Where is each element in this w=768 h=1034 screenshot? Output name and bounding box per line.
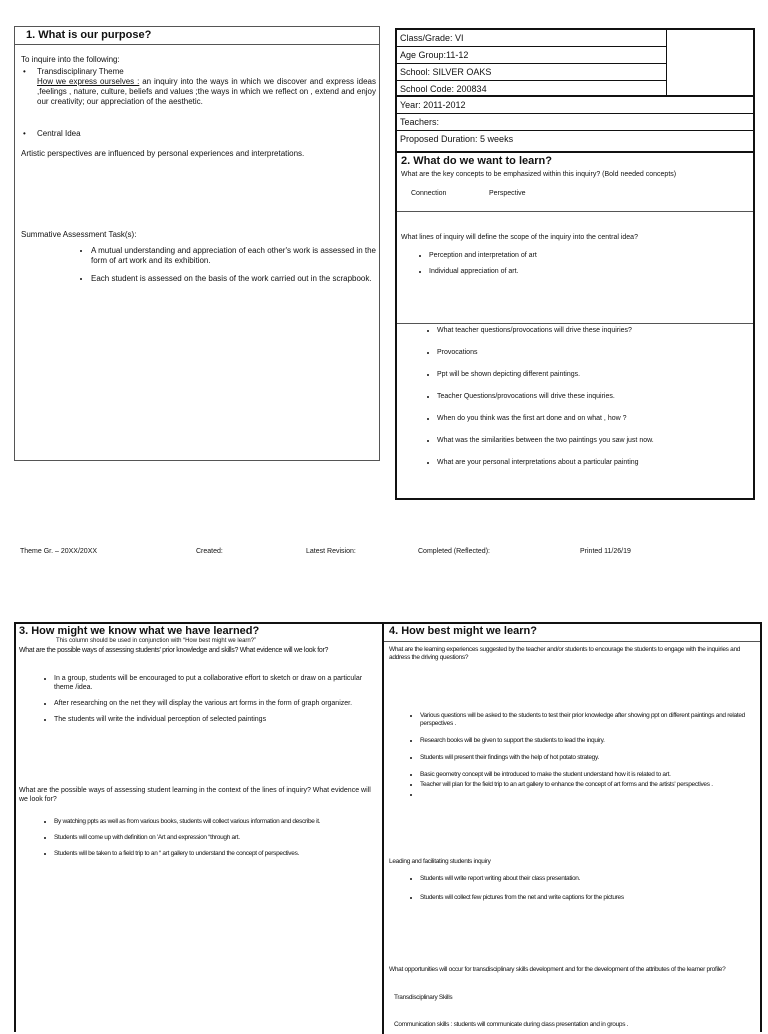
experience-item: • Students will present their findings with the help of hot potato strategy. [420,754,750,762]
central-idea-label: Central Idea [37,129,81,138]
line-item: • Perception and interpretation of art [429,251,743,260]
central-idea-text: Artistic perspectives are influenced by personal experiences and interpretations. [21,149,305,158]
provocation-item: • When do you think was the first art done and on what , how ? [437,414,746,423]
duration-field: Proposed Duration: 5 weeks [400,134,514,144]
age-group-field: Age Group:11-12 [397,47,666,64]
year-field: Year: 2011-2012 [397,97,753,114]
provocation-item: • Ppt will be shown depicting different paintings. [437,370,746,379]
purpose-intro: To inquire into the following: [21,55,120,64]
lines-question: What lines of inquiry will define the scope of the inquiry into the central idea? [401,234,638,241]
theme-text [37,77,376,107]
experience-item [420,791,750,799]
page-two-table [14,622,762,1032]
footer-created: Created: [196,548,223,555]
provocation-item: • What was the similarities between the two paintings you saw just now. [437,436,746,445]
communication-skills: Communication skills : students will communicate during class presentation and in groups . [394,1021,629,1028]
learning-item: • By watching ppts as well as from various books, students will collect various information and describe it. [54,818,374,826]
theme-description: an inquiry into the ways in which we discover and express ideas ,feelings , nature, culture, beliefs and values ;the ways in which we reflect on , extend and enjoy our creativity; our appreciation of the aesthetic. [37,77,377,106]
learning-assessment-list [38,818,374,866]
provocation-item: • What teacher questions/provocations will drive these inquiries? [437,326,746,335]
summative-item: • A mutual understanding and appreciation of each other's work is assessed in the form of art work and its exhibition. [91,246,376,266]
footer-printed: Printed 11/26/19 [580,548,631,555]
summative-item: • Each student is assessed on the basis of the work carried out in the scrapbook. [91,274,376,284]
skills-question: What opportunities will occur for transdisciplinary skills development and for the development of the attributes of the learner profile? [389,966,726,973]
key-concepts-question: What are the key concepts to be emphasized within this inquiry? (Bold needed concepts) [401,171,677,178]
assessment-note: This column should be used in conjunction with “How best might we learn?” [56,638,257,644]
learn-title: 2. What do we want to learn? [401,155,552,167]
learning-assessment-question: What are the possible ways of assessing student learning in the context of the lines of inquiry? What evidence will we look for? [19,787,371,803]
assessment-title: 3. How might we know what we have learned? [19,625,260,637]
provocation-item: • What are your personal interpretations about a particular painting [437,458,746,467]
year-info [397,95,753,151]
provocations-list [421,326,746,475]
prior-knowledge-list [38,674,374,732]
prior-item: • The students will write the individual perception of selected paintings [54,715,374,724]
page-footer [0,548,768,560]
prior-knowledge-question: What are the possible ways of assessing students' prior knowledge and skills? What evidence will we look for? [19,647,329,654]
experience-item: • Basic geometry concept will be introduced to make the student understand how it is related to art. [420,771,750,779]
provocation-item: • Teacher Questions/provocations will drive these inquiries. [437,392,746,401]
experience-item: • Teacher will plan for the field trip to an art gallery to enhance the concept of art forms and the artists' perspectives . [420,781,750,789]
prior-item: • After researching on the net they will display the various art forms in the form of graph organizer. [54,699,374,708]
class-info-grid [397,30,667,96]
divider [384,641,760,642]
experience-item: • Various questions will be asked to the students to test their prior knowledge after showing ppt on different paintings and related perspectives . [420,712,750,728]
leading-item: • Students will collect few pictures from the net and write captions for the pictures [420,894,750,902]
summative-block [21,230,376,292]
experiences-question: What are the learning experiences suggested by the teacher and/or students to encourage the students to engage with the inquiries and address the driving questions? [389,646,741,661]
concept-perspective: Perspective [489,190,526,197]
prior-item: • In a group, students will be encouraged to put a collaborative effort to sketch or draw on a particular theme /idea. [54,674,374,692]
experience-item: • Research books will be given to support the students to lead the inquiry. [420,737,750,745]
line-item: • Individual appreciation of art. [429,267,743,276]
assessment-section [16,624,384,1034]
divider [397,323,753,324]
theme-name: How we express ourselves : [37,77,140,86]
bullet-icon: • [23,67,26,76]
lines-list [413,251,743,284]
learning-item: • Students will be taken to a field trip to an “ art gallery to understand the concept of perspectives. [54,850,374,858]
learning-item: • Students will come up with definition on 'Art and expression “through art. [54,834,374,842]
divider [397,211,753,212]
leading-item: • Students will write report writing about their class presentation. [420,875,750,883]
class-grade-field: Class/Grade: VI [397,30,666,47]
theme-label: Transdisciplinary Theme [37,67,124,76]
planner-right-column [395,28,755,500]
concept-connection: Connection [411,190,447,197]
teachers-field: Teachers: [397,114,753,131]
footer-theme: Theme Gr. – 20XX/20XX [20,548,98,555]
theme-block [21,67,376,107]
learning-section [384,624,760,1034]
purpose-body [21,55,376,159]
leading-label: Leading and facilitating students inquiry [389,858,491,865]
experiences-list [404,712,750,807]
purpose-title: 1. What is our purpose? [26,29,152,41]
central-idea-block [21,129,376,139]
leading-list [404,875,750,910]
footer-completed: Completed (Reflected): [418,548,490,555]
purpose-section [14,26,380,461]
school-code-field: School Code: 200834 [400,84,487,94]
summative-list [21,246,376,284]
purpose-header [15,27,379,45]
bullet-icon: • [23,129,26,138]
provocation-item: • Provocations [437,348,746,357]
footer-revision: Latest Revision: [306,548,356,555]
skills-label: Transdisciplinary Skills [394,994,453,1001]
summative-label: Summative Assessment Task(s): [21,230,137,239]
school-field: School: SILVER OAKS [397,64,666,81]
learn-section [397,151,753,498]
learning-title: 4. How best might we learn? [389,625,537,637]
